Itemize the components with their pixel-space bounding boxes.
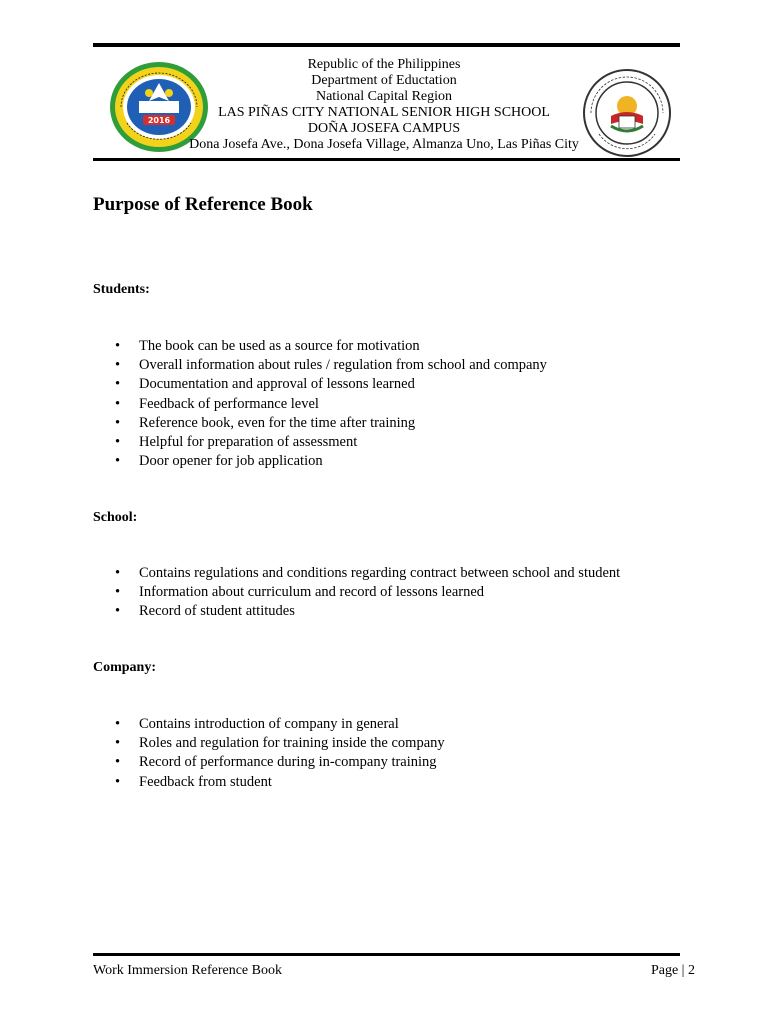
list-item-text: Feedback of performance level xyxy=(139,395,319,412)
bullet: • xyxy=(115,414,121,431)
bullet: • xyxy=(115,565,121,581)
list-item xyxy=(115,734,445,753)
header-line-republic: Republic of the Philippines xyxy=(307,57,461,72)
list-item-text: Reference book, even for the time after training xyxy=(139,414,416,431)
bullet: • xyxy=(115,453,121,470)
bullet: • xyxy=(115,735,121,752)
header-line-school-name: LAS PIÑAS CITY NATIONAL SENIOR HIGH SCHOOL xyxy=(218,105,550,120)
bullet: • xyxy=(115,395,121,412)
list-item xyxy=(115,433,547,452)
list-item xyxy=(115,583,620,602)
list-item xyxy=(115,564,620,583)
header-line-region: National Capital Region xyxy=(315,89,453,104)
list-item-text: Roles and regulation for training inside the company xyxy=(139,735,445,752)
list-item-text: The book can be used as a source for motivation xyxy=(139,338,420,354)
section-heading-students: Students: xyxy=(93,282,150,297)
list-item xyxy=(115,753,445,772)
list-item-text: Information about curriculum and record of lessons learned xyxy=(139,584,485,601)
list-item xyxy=(115,414,547,433)
list-item xyxy=(115,395,547,414)
students-list xyxy=(115,337,547,471)
left-logo-year: 2016 xyxy=(147,116,171,125)
section-heading-company: Company: xyxy=(93,660,157,675)
header-line-address: Dona Josefa Ave., Dona Josefa Village, Almanza Uno, Las Piñas City xyxy=(189,137,579,152)
bullet: • xyxy=(115,754,121,771)
bullet: • xyxy=(115,434,121,451)
company-list xyxy=(115,715,445,792)
header-bottom-rule xyxy=(93,158,680,161)
list-item xyxy=(115,337,547,356)
list-item-text: Contains introduction of company in general xyxy=(139,716,399,732)
list-item-text: Record of student attitudes xyxy=(139,603,295,620)
bullet: • xyxy=(115,584,121,601)
list-item xyxy=(115,773,445,792)
bullet: • xyxy=(115,603,121,620)
list-item-text: Documentation and approval of lessons learned xyxy=(139,376,415,393)
bullet: • xyxy=(115,357,121,374)
bullet: • xyxy=(115,716,121,732)
list-item xyxy=(115,452,547,471)
list-item-text: Helpful for preparation of assessment xyxy=(139,434,358,451)
header-line-campus: DOÑA JOSEFA CAMPUS xyxy=(307,121,461,136)
header-top-rule xyxy=(93,43,680,47)
footer-page-number: Page | 2 xyxy=(650,963,695,978)
school-list xyxy=(115,564,620,622)
bullet: • xyxy=(115,773,121,790)
section-heading-school: School: xyxy=(93,510,138,525)
list-item-text: Record of performance during in-company training xyxy=(139,754,437,771)
school-header xyxy=(170,57,598,153)
header-line-department: Department of Eductation xyxy=(311,73,457,88)
list-item xyxy=(115,602,620,621)
list-item xyxy=(115,356,547,375)
footer-document-title: Work Immersion Reference Book xyxy=(93,963,282,978)
list-item-text: Overall information about rules / regulation from school and company xyxy=(139,357,547,374)
list-item-text: Feedback from student xyxy=(139,773,272,790)
list-item xyxy=(115,375,547,394)
list-item-text: Door opener for job application xyxy=(139,453,323,470)
bullet: • xyxy=(115,376,121,393)
page-title: Purpose of Reference Book xyxy=(93,194,313,215)
footer-rule xyxy=(93,953,680,956)
list-item-text: Contains regulations and conditions regarding contract between school and student xyxy=(139,565,621,581)
bullet: • xyxy=(115,338,121,354)
list-item xyxy=(115,715,445,734)
